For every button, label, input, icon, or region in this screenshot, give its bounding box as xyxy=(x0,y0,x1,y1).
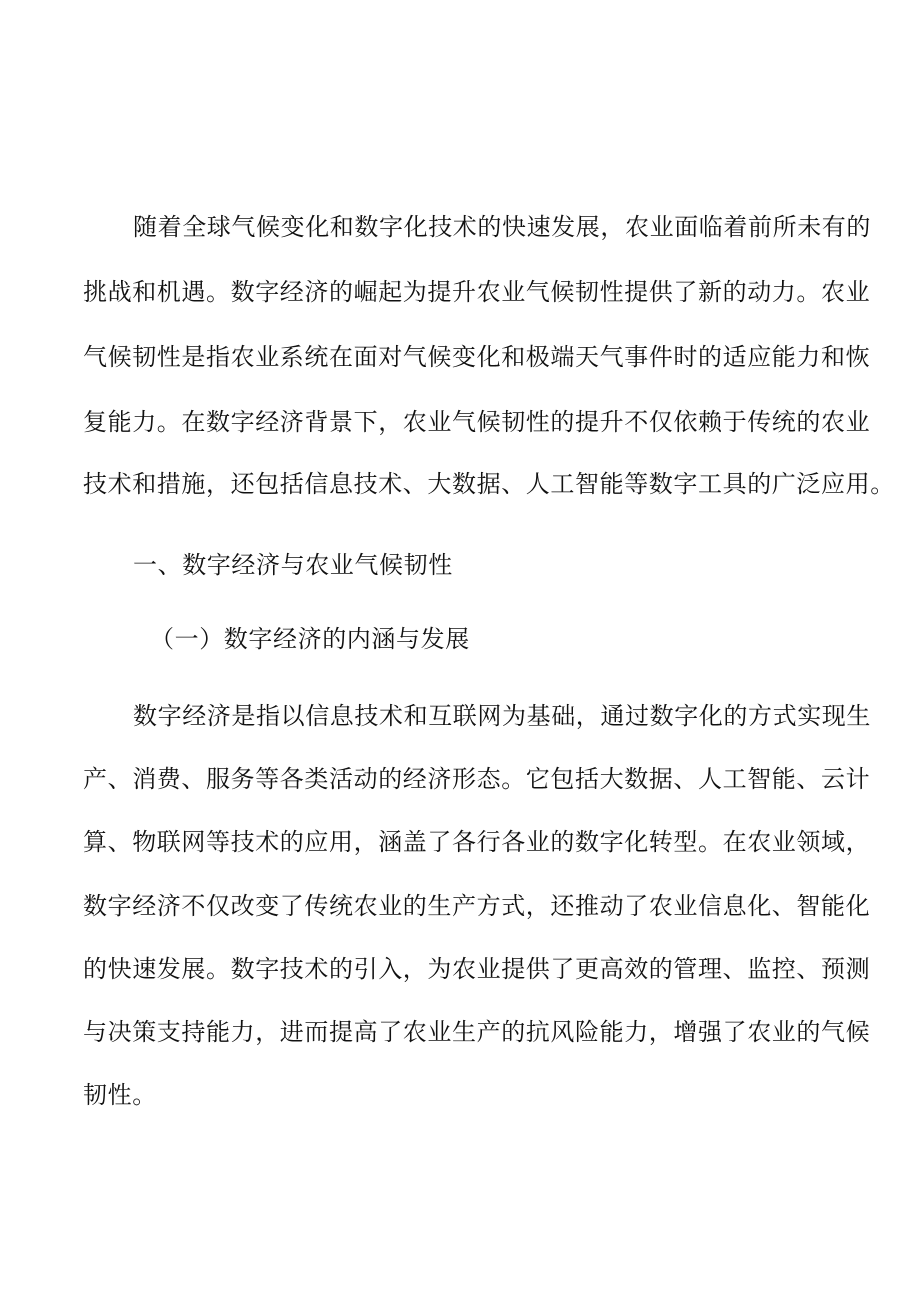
paragraph-intro-line-4: 复能力。在数字经济背景下，农业气候韧性的提升不仅依赖于传统的农业 xyxy=(83,408,871,436)
paragraph-definition-line-6: 与决策支持能力，进而提高了农业生产的抗风险能力，增强了农业的气候 xyxy=(83,1018,871,1046)
paragraph-definition-line-5: 的快速发展。数字技术的引入，为农业提供了更高效的管理、监控、预测 xyxy=(83,955,871,983)
section-heading: 一、数字经济与农业气候韧性 xyxy=(133,551,453,579)
subsection-heading: （一）数字经济的内涵与发展 xyxy=(150,625,470,653)
paragraph-intro-line-5: 技术和措施，还包括信息技术、大数据、人工智能等数字工具的广泛应用。 xyxy=(83,470,895,498)
paragraph-intro-line-2: 挑战和机遇。数字经济的崛起为提升农业气候韧性提供了新的动力。农业 xyxy=(83,278,871,306)
paragraph-definition-line-3: 算、物联网等技术的应用，涵盖了各行各业的数字化转型。在农业领域， xyxy=(83,828,871,856)
paragraph-definition-line-2: 产、消费、服务等各类活动的经济形态。它包括大数据、人工智能、云计 xyxy=(83,765,871,793)
paragraph-intro-line-3: 气候韧性是指农业系统在面对气候变化和极端天气事件时的适应能力和恢 xyxy=(83,343,871,371)
paragraph-definition-line-1: 数字经济是指以信息技术和互联网为基础，通过数字化的方式实现生 xyxy=(133,702,871,730)
paragraph-intro-line-1: 随着全球气候变化和数字化技术的快速发展，农业面临着前所未有的 xyxy=(133,213,871,241)
paragraph-definition-line-7: 韧性。 xyxy=(83,1081,157,1109)
paragraph-definition-line-4: 数字经济不仅改变了传统农业的生产方式，还推动了农业信息化、智能化 xyxy=(83,892,871,920)
